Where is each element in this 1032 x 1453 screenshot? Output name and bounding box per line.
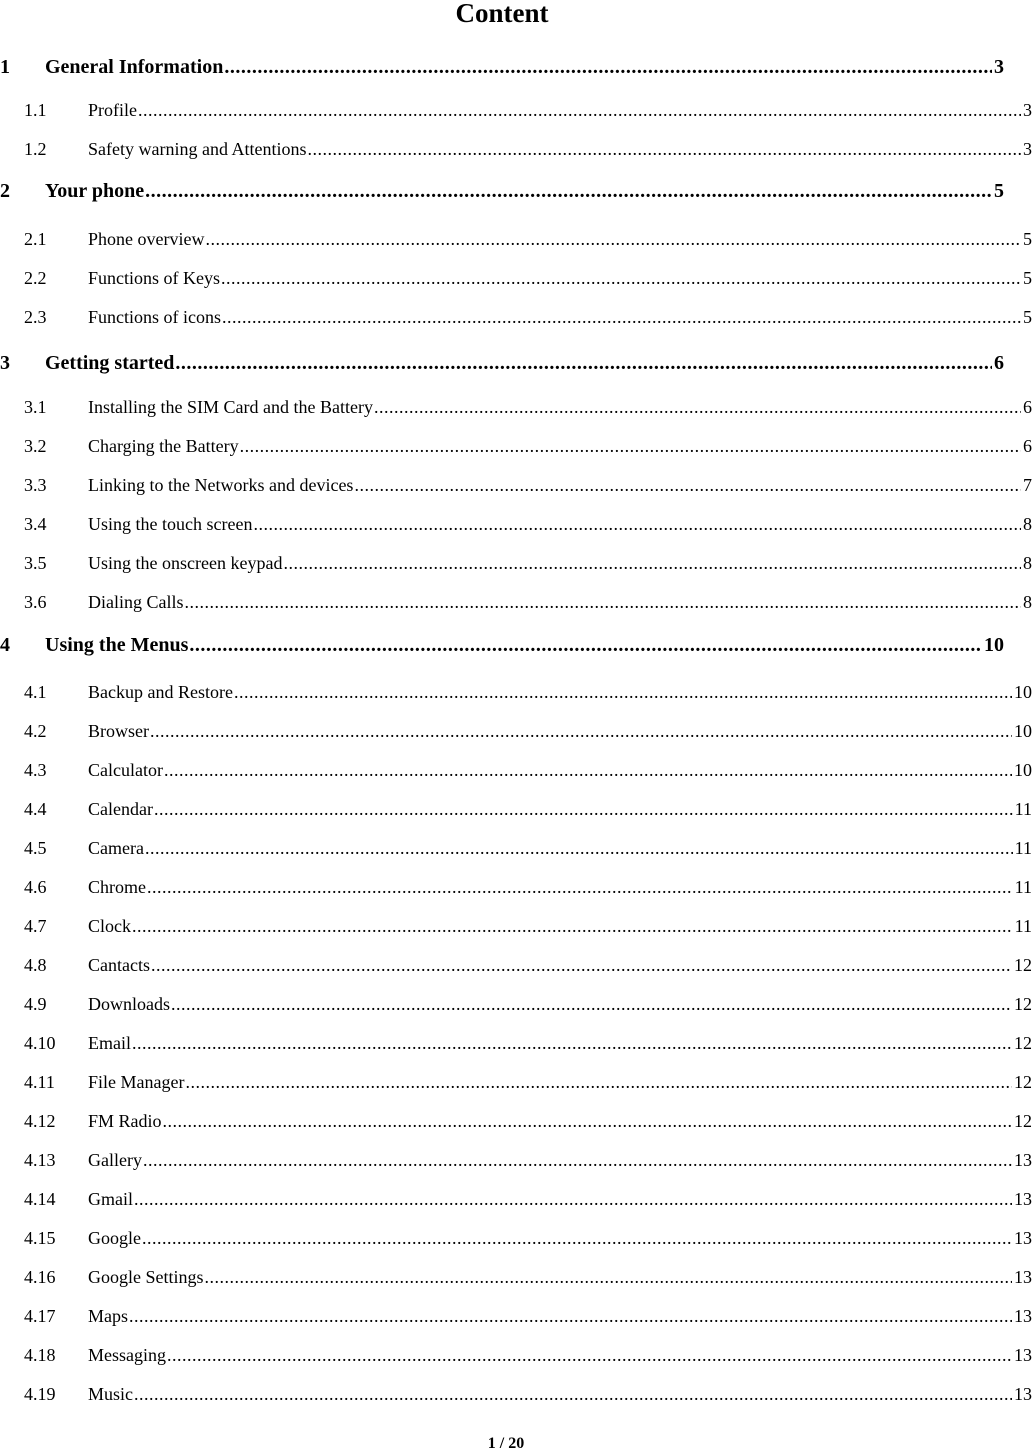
toc-section-entry[interactable] (24, 1150, 1032, 1171)
dot-leader (189, 634, 982, 657)
entry-page-number: 6 (1023, 436, 1032, 456)
dot-leader (154, 799, 1013, 820)
entry-label: Chrome (88, 877, 146, 897)
entry-number: 4.5 (24, 838, 47, 858)
entry-number: 1 (0, 56, 10, 78)
entry-label: Maps (88, 1306, 128, 1326)
entry-label: Your phone (45, 180, 145, 202)
entry-page-number: 12 (1014, 955, 1032, 975)
entry-number: 4.15 (24, 1228, 56, 1248)
dot-leader (164, 760, 1012, 781)
entry-label: Profile (88, 100, 137, 120)
entry-page-number: 10 (1014, 721, 1032, 741)
toc-section-entry[interactable] (24, 760, 1032, 781)
toc-section-entry[interactable] (24, 307, 1032, 328)
entry-label: Calendar (88, 799, 153, 819)
entry-number: 4.19 (24, 1384, 56, 1404)
dot-leader (205, 1267, 1013, 1288)
entry-page-number: 13 (1014, 1189, 1032, 1209)
entry-label: Google (88, 1228, 141, 1248)
entry-page-number: 3 (1023, 100, 1032, 120)
dot-leader (163, 1111, 1012, 1132)
entry-label: Using the onscreen keypad (88, 553, 283, 573)
dot-leader (240, 436, 1021, 457)
entry-number: 4.13 (24, 1150, 56, 1170)
toc-section-entry[interactable] (24, 1111, 1032, 1132)
toc-section-entry[interactable] (24, 1267, 1032, 1288)
entry-label: Linking to the Networks and devices (88, 475, 354, 495)
dot-leader (129, 1306, 1012, 1327)
dot-leader (145, 180, 992, 203)
entry-page-number: 11 (1014, 877, 1032, 897)
dot-leader (151, 955, 1012, 976)
entry-number: 4.1 (24, 682, 47, 702)
entry-number: 3.4 (24, 514, 47, 534)
dot-leader (132, 916, 1013, 937)
toc-section-entry[interactable] (24, 514, 1032, 535)
entry-label: Phone overview (88, 229, 205, 249)
entry-label: Calculator (88, 760, 163, 780)
entry-label: File Manager (88, 1072, 185, 1092)
entry-page-number: 11 (1014, 916, 1032, 936)
entry-label: Messaging (88, 1345, 166, 1365)
toc-section-entry[interactable] (24, 838, 1032, 859)
entry-number: 4.3 (24, 760, 47, 780)
toc-section-entry[interactable] (24, 475, 1032, 496)
entry-label: General Information (45, 56, 224, 78)
entry-page-number: 6 (994, 352, 1004, 374)
entry-page-number: 10 (984, 634, 1004, 656)
toc-section-entry[interactable] (24, 268, 1032, 289)
dot-leader (221, 268, 1021, 289)
dot-leader (171, 994, 1012, 1015)
entry-page-number: 12 (1014, 994, 1032, 1014)
dot-leader (147, 877, 1013, 898)
entry-page-number: 5 (1023, 307, 1032, 327)
entry-number: 2.2 (24, 268, 47, 288)
entry-number: 3.2 (24, 436, 47, 456)
dot-leader (307, 139, 1021, 160)
entry-label: Clock (88, 916, 131, 936)
entry-number: 4.18 (24, 1345, 56, 1365)
dot-leader (167, 1345, 1012, 1366)
dot-leader (374, 397, 1021, 418)
entry-number: 3.3 (24, 475, 47, 495)
entry-label: Charging the Battery (88, 436, 239, 456)
entry-number: 2.3 (24, 307, 47, 327)
dot-leader (185, 592, 1022, 613)
toc-chapter-entry[interactable] (0, 180, 1004, 203)
entry-label: Gmail (88, 1189, 133, 1209)
entry-page-number: 10 (1014, 682, 1032, 702)
entry-number: 4.8 (24, 955, 47, 975)
entry-number: 3.5 (24, 553, 47, 573)
page-title: Content (455, 0, 549, 28)
toc-section-entry[interactable] (24, 1189, 1032, 1210)
entry-label: Functions of Keys (88, 268, 220, 288)
entry-page-number: 13 (1014, 1345, 1032, 1365)
entry-page-number: 12 (1014, 1033, 1032, 1053)
entry-page-number: 11 (1014, 838, 1032, 858)
entry-number: 4.12 (24, 1111, 56, 1131)
dot-leader (145, 838, 1013, 859)
dot-leader (224, 56, 992, 79)
entry-page-number: 5 (1023, 268, 1032, 288)
toc-chapter-entry[interactable] (0, 634, 1004, 657)
entry-number: 1.1 (24, 100, 47, 120)
entry-number: 3.6 (24, 592, 47, 612)
dot-leader (134, 1189, 1012, 1210)
entry-number: 3.1 (24, 397, 47, 417)
toc-section-entry[interactable] (24, 1033, 1032, 1054)
entry-number: 2 (0, 180, 10, 202)
dot-leader (142, 1228, 1012, 1249)
toc-section-entry[interactable] (24, 1345, 1032, 1366)
entry-page-number: 10 (1014, 760, 1032, 780)
toc-chapter-entry[interactable] (0, 56, 1004, 79)
toc-section-entry[interactable] (24, 139, 1032, 160)
entry-label: Gallery (88, 1150, 142, 1170)
toc-section-entry[interactable] (24, 553, 1032, 574)
entry-label: Safety warning and Attentions (88, 139, 307, 159)
entry-label: Getting started (45, 352, 175, 374)
toc-section-entry[interactable] (24, 1384, 1032, 1405)
entry-number: 2.1 (24, 229, 47, 249)
entry-page-number: 8 (1023, 553, 1032, 573)
entry-page-number: 13 (1014, 1306, 1032, 1326)
entry-label: Using the Menus (45, 634, 189, 656)
entry-page-number: 11 (1014, 799, 1032, 819)
toc-section-entry[interactable] (24, 916, 1032, 937)
entry-number: 4 (0, 634, 10, 656)
dot-leader (354, 475, 1021, 496)
dot-leader (175, 352, 992, 375)
entry-label: Using the touch screen (88, 514, 253, 534)
entry-label: Camera (88, 838, 144, 858)
toc-section-entry[interactable] (24, 955, 1032, 976)
entry-page-number: 3 (1023, 139, 1032, 159)
entry-number: 4.17 (24, 1306, 56, 1326)
entry-page-number: 13 (1014, 1267, 1032, 1287)
entry-page-number: 3 (994, 56, 1004, 78)
entry-label: Installing the SIM Card and the Battery (88, 397, 373, 417)
dot-leader (234, 682, 1012, 703)
entry-label: Functions of icons (88, 307, 221, 327)
toc-section-entry[interactable] (24, 721, 1032, 742)
entry-page-number: 8 (1023, 592, 1032, 612)
dot-leader (185, 1072, 1012, 1093)
toc-section-entry[interactable] (24, 799, 1032, 820)
entry-number: 4.2 (24, 721, 47, 741)
toc-section-entry[interactable] (24, 1306, 1032, 1327)
entry-label: FM Radio (88, 1111, 162, 1131)
dot-leader (134, 1384, 1012, 1405)
entry-page-number: 5 (1023, 229, 1032, 249)
entry-label: Browser (88, 721, 149, 741)
entry-label: Dialing Calls (88, 592, 184, 612)
entry-number: 4.9 (24, 994, 47, 1014)
entry-number: 4.4 (24, 799, 47, 819)
toc-section-entry[interactable] (24, 1072, 1032, 1093)
toc-section-entry[interactable] (24, 592, 1032, 613)
toc-chapter-entry[interactable] (0, 352, 1004, 375)
toc-section-entry[interactable] (24, 682, 1032, 703)
entry-page-number: 6 (1023, 397, 1032, 417)
entry-label: Backup and Restore (88, 682, 233, 702)
entry-label: Music (88, 1384, 133, 1404)
dot-leader (205, 229, 1021, 250)
entry-label: Cantacts (88, 955, 150, 975)
entry-page-number: 7 (1023, 475, 1032, 495)
dot-leader (283, 553, 1021, 574)
dot-leader (138, 100, 1021, 121)
entry-page-number: 13 (1014, 1228, 1032, 1248)
entry-number: 4.6 (24, 877, 47, 897)
entry-page-number: 13 (1014, 1384, 1032, 1404)
entry-page-number: 12 (1014, 1072, 1032, 1092)
toc-section-entry[interactable] (24, 397, 1032, 418)
toc-section-entry[interactable] (24, 100, 1032, 121)
toc-section-entry[interactable] (24, 229, 1032, 250)
entry-number: 4.16 (24, 1267, 56, 1287)
entry-number: 4.10 (24, 1033, 56, 1053)
dot-leader (253, 514, 1021, 535)
toc-section-entry[interactable] (24, 1228, 1032, 1249)
entry-number: 4.14 (24, 1189, 56, 1209)
entry-number: 4.11 (24, 1072, 55, 1092)
dot-leader (143, 1150, 1012, 1171)
toc-section-entry[interactable] (24, 877, 1032, 898)
dot-leader (222, 307, 1021, 328)
toc-section-entry[interactable] (24, 436, 1032, 457)
entry-label: Downloads (88, 994, 170, 1014)
entry-page-number: 12 (1014, 1111, 1032, 1131)
page-footer: 1 / 20 (487, 1435, 525, 1452)
dot-leader (132, 1033, 1012, 1054)
entry-number: 4.7 (24, 916, 47, 936)
dot-leader (150, 721, 1012, 742)
entry-number: 1.2 (24, 139, 47, 159)
entry-page-number: 5 (994, 180, 1004, 202)
entry-page-number: 13 (1014, 1150, 1032, 1170)
entry-page-number: 8 (1023, 514, 1032, 534)
entry-label: Email (88, 1033, 131, 1053)
entry-number: 3 (0, 352, 10, 374)
entry-label: Google Settings (88, 1267, 204, 1287)
toc-section-entry[interactable] (24, 994, 1032, 1015)
